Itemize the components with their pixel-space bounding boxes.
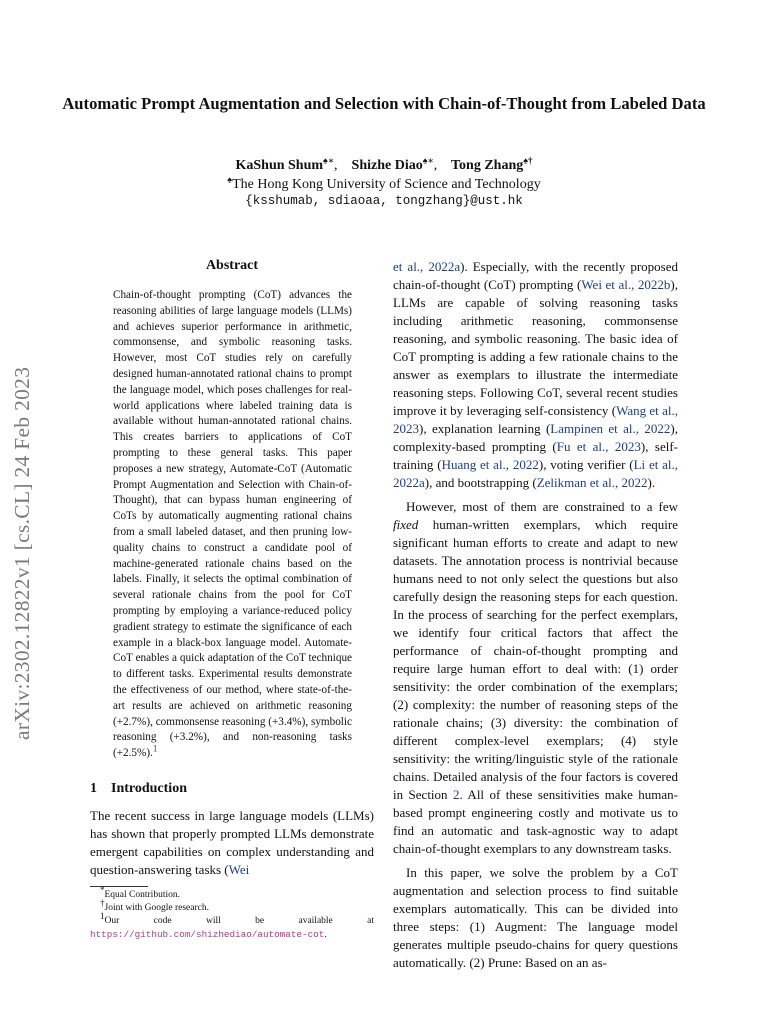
footnote-mark: *	[100, 884, 105, 895]
abstract-heading: Abstract	[205, 258, 259, 273]
section-title: Introduction	[111, 780, 187, 796]
citation-link[interactable]: Wei	[228, 861, 250, 877]
left-column	[90, 258, 374, 879]
author-name: KaShun Shum	[235, 158, 324, 173]
author-separator: ,	[334, 158, 349, 173]
author-name: Shizhe Diao	[351, 158, 423, 173]
footnotes	[90, 884, 374, 942]
author-mark: ♠∗	[323, 155, 335, 166]
citation-link[interactable]: Zelikman et al., 2022	[536, 475, 648, 490]
footnote-google	[90, 897, 374, 915]
right-column	[393, 258, 678, 972]
abstract-text: Chain-of-thought prompting (CoT) advances the reasoning abilities of large language models (LLMs) and achieves superior performance in arithmetic, commonsense, and symbolic reasoning tasks. However, most CoT studies rely on carefully designed human-annotated rational chains to prompt the language model, which poses challenges for real-world applications where labeled training data is available without human-annotated rational chains. This creates barriers to applications of CoT prompting to these general tasks. This paper proposes a new strategy, Automate-CoT (Automatic Prompt Augmentation and Selection with Chain-of-Thought), that can bypass human engineering of CoTs by automatically augmenting rational chains from a small labeled dataset, and then pruning low-quality chains to construct a candidate pool of machine-generated rationale chains based on the labels. Finally, it selects the optimal combination of several rationale chains from the pool for CoT prompting by employing a variance-reduced policy gradient strategy to estimate the significance of each example in a black-box language model. Automate-CoT enables a quick adaptation of the CoT technique to different tasks. Experimental results demonstrate the effectiveness of our method, where state-of-the-art results are achieved on arithmetic reasoning (+2.7%), commonsense reasoning (+3.4%), symbolic reasoning (+3.2%), and non-reasoning tasks (+2.5%).	[113, 289, 352, 760]
footnote-text: Equal Contribution.	[104, 890, 180, 900]
citation-link[interactable]: Fu et al., 2023	[556, 439, 641, 454]
affiliation-mark: ♠	[227, 174, 233, 185]
intro-paragraph-1: The recent success in large language models (LLMs) has shown that properly prompted LLMs demonstrate emergent capabilities on complex understanding and question-answering tasks (Wei	[90, 807, 374, 877]
section-number: 1	[90, 780, 97, 796]
section-heading-introduction	[90, 781, 374, 797]
affiliation-text: The Hong Kong University of Science and Technology	[232, 177, 541, 192]
abstract-body	[113, 288, 352, 762]
intro-paragraph-2: However, most of them are constrained to a few fixed human-written exemplars, which require significant human efforts to create and adapt to new datasets. The annotation process is nontrivial because humans need to not only select the questions but also carefully design the reasoning steps for each question. In the process of searching for the perfect exemplars, we identify four critical factors that affect the performance of chain-of-thought prompting and require large human effort to deal with: (1) order sensitivity: the order combination of the exemplars; (2) complexity: the number of reasoning steps of the rationale chains; (3) diversity: the combination of different complex-level exemplars; (4) style sensitivity: the writing/linguistic style of the rationale chains. Detailed analysis of the four factors is covered in Section 2. All of these sensitivities make human-based prompt engineering costly and motivate us to find an automatic and task-agnostic way to adapt chain-of-thought exemplars to any downstream tasks.	[393, 499, 678, 856]
author-separator: ,	[433, 158, 448, 173]
arxiv-stamp: arXiv:2302.12822v1 [cs.CL] 24 Feb 2023	[10, 366, 34, 740]
author-emails: {ksshumab, sdiaoaa, tongzhang}@ust.hk	[245, 194, 523, 208]
author-mark: ♠∗	[422, 155, 434, 166]
footnote-mark: †	[100, 897, 105, 908]
citation-link[interactable]: Wei et al., 2022b	[581, 277, 671, 292]
affiliation	[60, 174, 708, 193]
citation-link[interactable]: Li et al., 2022a	[393, 457, 679, 490]
citation-link[interactable]: Wang et al., 2023	[393, 403, 678, 436]
footnote-text: Our code will be available at	[104, 916, 374, 926]
citation-link[interactable]: et al., 2022a	[393, 259, 461, 274]
code-url-link[interactable]: https://github.com/shizhediao/automate-cot	[90, 929, 325, 940]
footnote-mark: 1	[100, 910, 105, 921]
abstract-footnote-mark[interactable]: 1	[152, 743, 158, 754]
footnote-rule	[90, 886, 148, 887]
footnote-equal-contribution	[90, 884, 374, 902]
footnote-period: .	[324, 930, 327, 940]
citation-link[interactable]: Huang et al., 2022	[441, 457, 539, 472]
author-mark: ♠†	[523, 155, 533, 166]
author-list	[60, 155, 708, 174]
paper-title: Automatic Prompt Augmentation and Selection with Chain-of-Thought from Labeled Data	[62, 94, 706, 113]
footnote-code	[90, 910, 374, 942]
intro-paragraph-3: In this paper, we solve the problem by a CoT augmentation and selection process to find suitable exemplars automatically. This can be divided into three steps: (1) Augment: The language model generates multiple pseudo-chains for query questions automatically. (2) Prune: Based on an as-	[393, 865, 678, 970]
author-name: Tong Zhang	[450, 158, 524, 173]
section-link[interactable]: 2	[452, 787, 460, 802]
footnote-text: Joint with Google research.	[104, 903, 209, 913]
citation-link[interactable]: Lampinen et al., 2022	[550, 421, 671, 436]
intro-paragraph-1-continued: et al., 2022a). Especially, with the recently proposed chain-of-thought (CoT) prompting (Wei et al., 2022b), LLMs are capable of solving reasoning tasks including arithmetic reasoning, commonsense reasoning, and symbolic reasoning. The basic idea of CoT prompting is adding a few rationale chains to the answer as exemplars to illustrate the intermediate reasoning steps. Following CoT, several recent studies improve it by leveraging self-consistency (Wang et al., 2023), explanation learning (Lampinen et al., 2022), complexity-based prompting (Fu et al., 2023), self-training (Huang et al., 2022), voting verifier (Li et al., 2022a), and bootstrapping (Zelikman et al., 2022).	[393, 259, 679, 490]
